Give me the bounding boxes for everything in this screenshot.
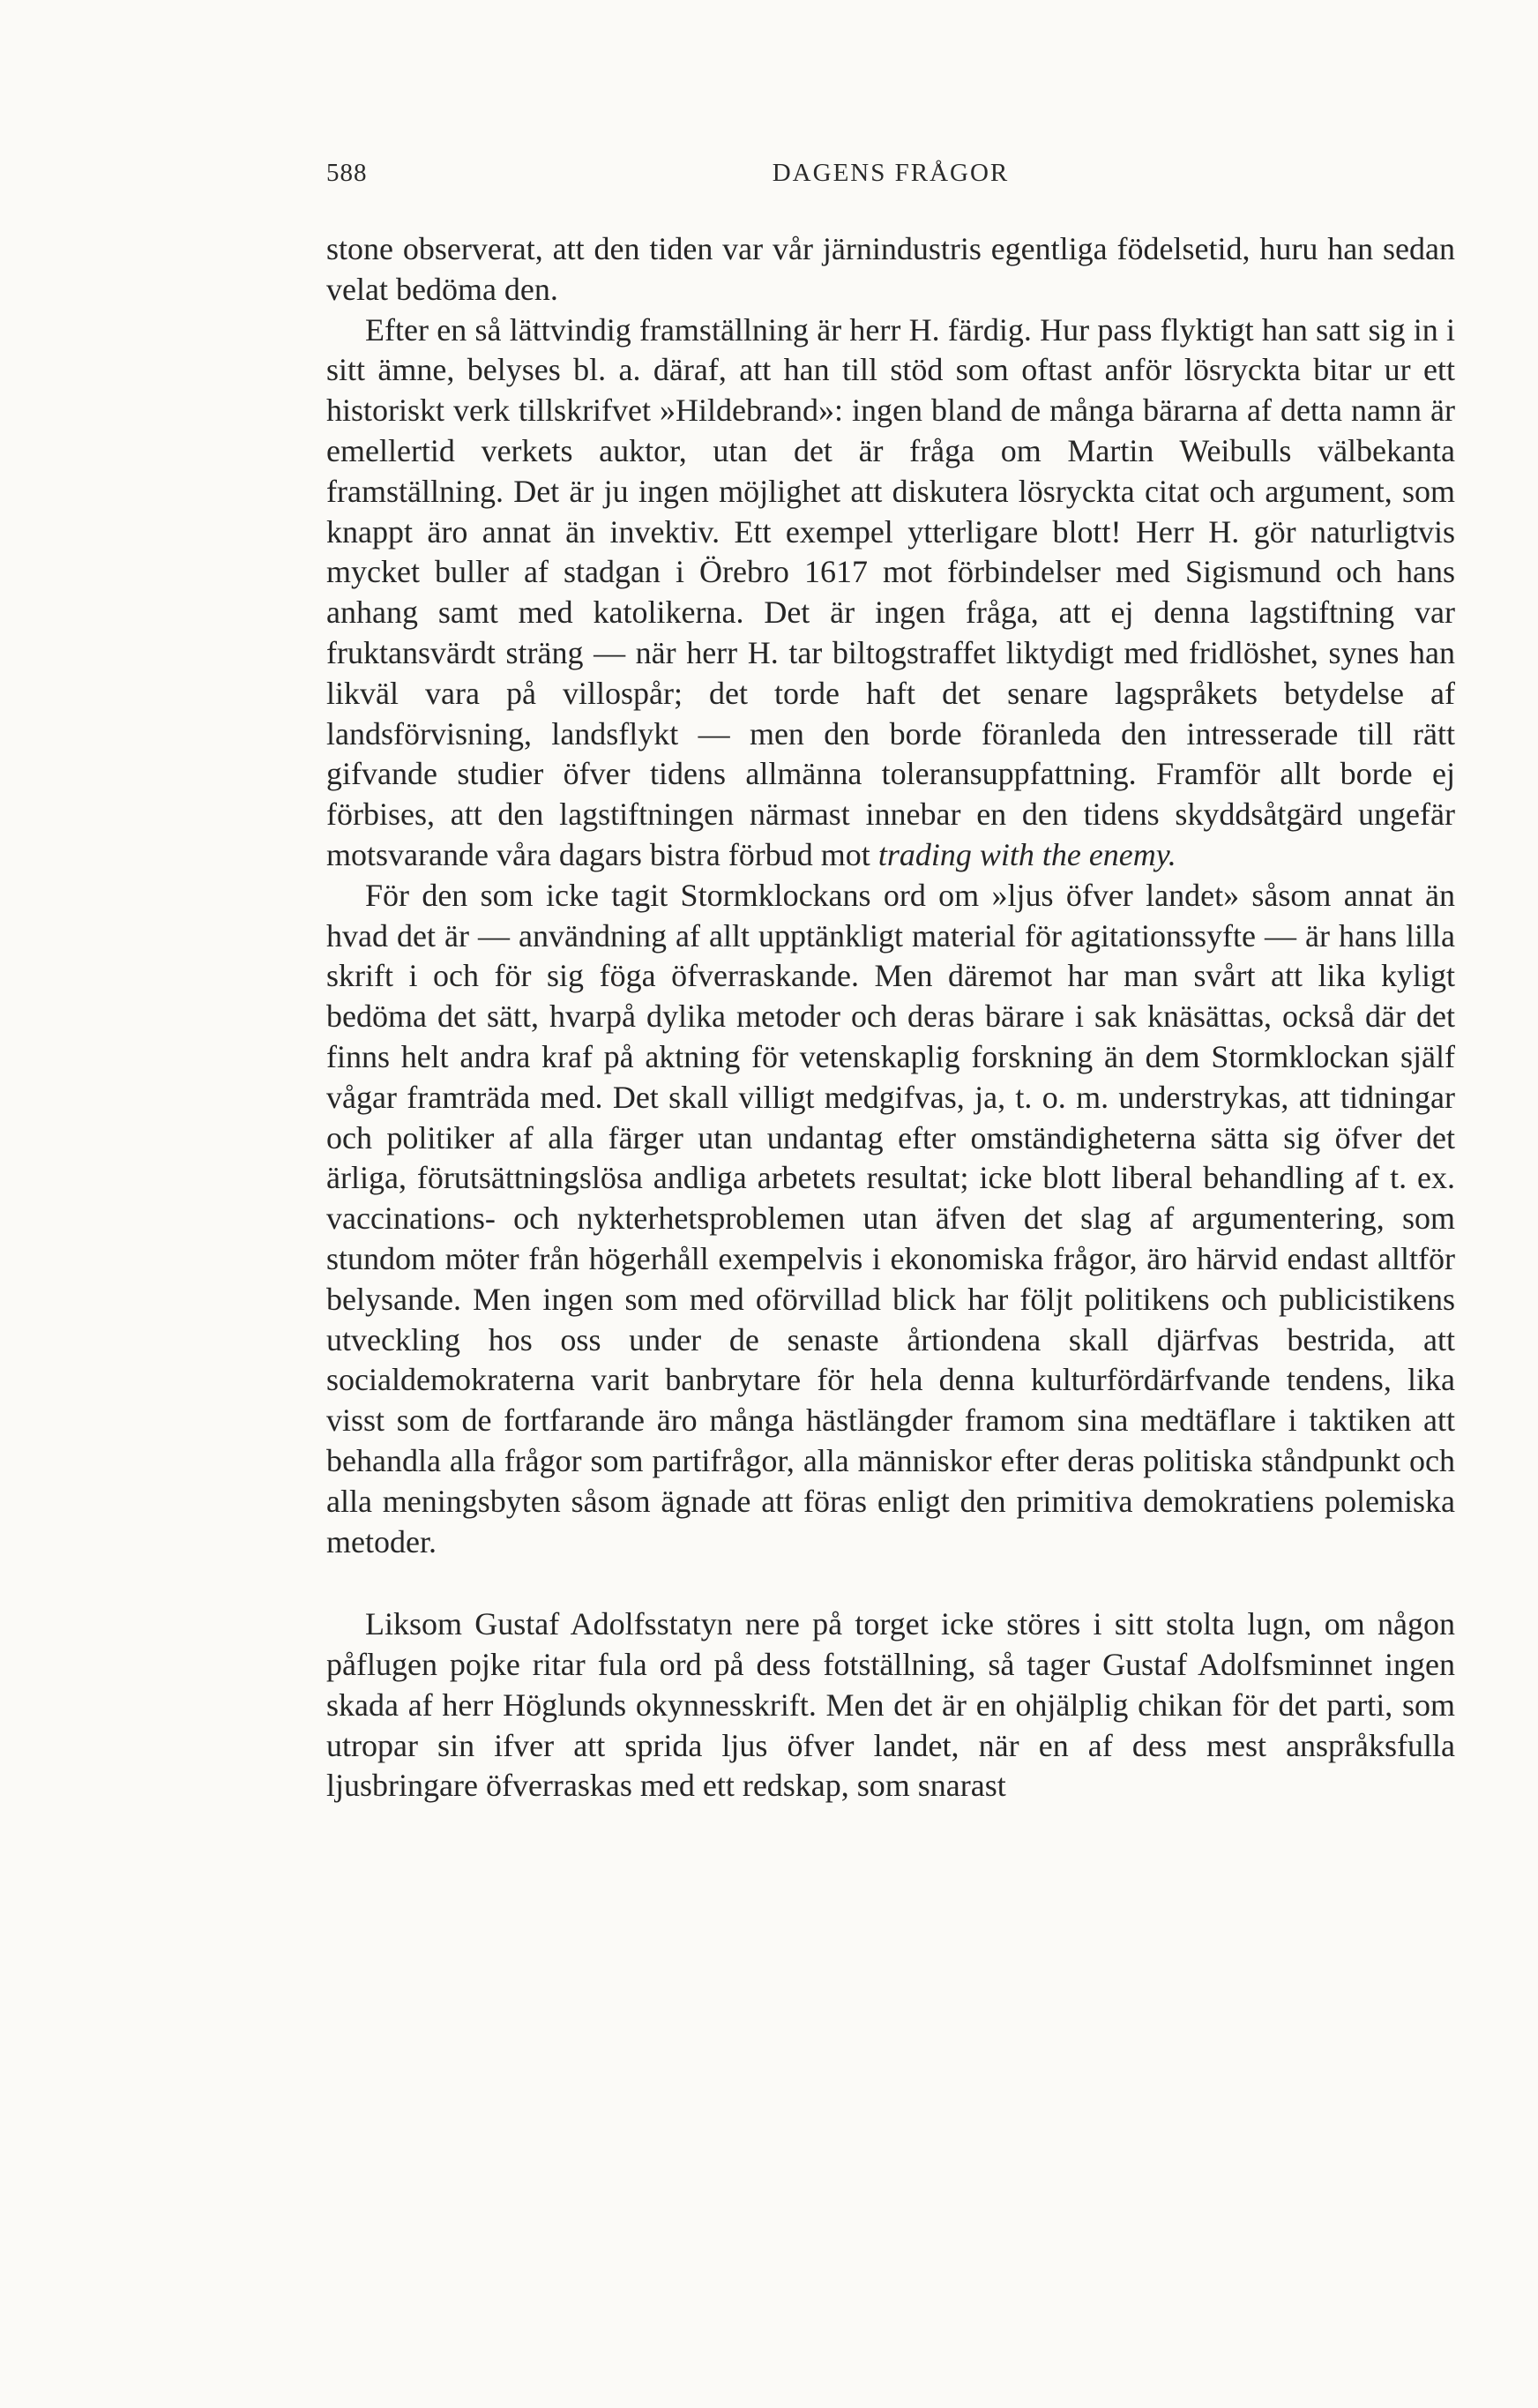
paragraph-hildebrand — [326, 310, 1455, 876]
running-head: DAGENS FRÅGOR — [772, 159, 1010, 187]
paragraph-gustaf-adolf: Liksom Gustaf Adolfsstatyn nere på torget icke störes i sitt stolta lugn, om någon påflugen pojke ritar fula ord på dess fotställning, så tager Gustaf Adolfsminnet ingen skada af herr Höglunds okynnesskrift. Men det är en ohjälplig chikan för det parti, som utropar sin ifver att sprida ljus öfver landet, när en af dess mest anspråksfulla ljusbringare öfverraskas med ett redskap, som snarast — [326, 1606, 1455, 1804]
body-text — [326, 229, 1455, 1806]
page-header — [326, 159, 1455, 212]
paragraph-text: Efter en så lättvindig framställning är herr H. färdig. Hur pass flyktigt han satt sig in i sitt ämne, belyses bl. a. däraf, att han till stöd som oftast anför lösryckta bitar ur ett historiskt verk tillskrifvet »Hildebrand»: ingen bland de många bärarna af detta namn är emellertid verkets auktor, utan det är fråga om Martin Weibulls välbekanta framställning. Det är ju ingen möjlighet att diskutera lösryckta citat och argument, som knappt äro annat än invektiv. Ett exempel ytterligare blott! Herr H. gör naturligtvis mycket buller af stadgan i Örebro 1617 mot förbindelser med Sigismund och hans anhang samt med katolikerna. Det är ingen fråga, att ej denna lagstiftning var fruktansvärdt sträng — när herr H. tar biltogstraffet liktydigt med fridlöshet, synes han likväl vara på villospår; det torde haft det senare lagspråkets betydelse af landsförvisning, landsflykt — men den borde föranleda den intresserade till rätt gifvande studier öfver tidens allmänna toleransuppfattning. Framför allt borde ej förbises, att den lagstiftningen närmast innebar en den tidens skyddsåtgärd ungefär motsvarande våra dagars bistra förbud mot — [326, 311, 1455, 872]
paragraph-continuation: stone observerat, att den tiden var vår järnindustris egentliga födelsetid, huru han sedan velat bedöma den. — [326, 231, 1455, 307]
paragraph-stormklockan: För den som icke tagit Stormklockans ord om »ljus öfver landet» såsom annat än hvad det är — användning af allt upptänkligt material för agitationssyfte — är hans lilla skrift i och för sig föga öfverraskande. Men däremot har man svårt att lika kyligt bedöma det sätt, hvarpå dylika metoder och deras bärare i sak knäsättas, också där det finns helt andra kraf på aktning för vetenskaplig forskning än dem Stormklockan själf vågar framträda med. Det skall villigt medgifvas, ja, t. o. m. understrykas, att tidningar och politiker af alla färger utan undantag efter omständigheterna sätta sig öfver det ärliga, förutsättningslösa andliga arbetets resultat; icke blott liberal behandling af t. ex. vaccinations- och nykterhetsproblemen utan äfven det slag af argumentering, som stundom möter från högerhåll exempelvis i ekonomiska frågor, äro härvid endast alltför belysande. Men ingen som med oförvillad blick har följt politikens och publicistikens utveckling hos oss under de senaste årtiondena skall djärfvas bestrida, att socialdemokraterna varit banbrytare för hela denna kulturfördärfvande tendens, lika visst som de fortfarande äro många hästlängder framom sina medtäflare i taktiken att behandla alla frågor som partifrågor, alla människor efter deras politiska ståndpunkt och alla meningsbyten såsom ägnade att föras enligt den primitiva demokratiens polemiska metoder. — [326, 877, 1455, 1559]
page-number: 588 — [326, 159, 368, 187]
italic-phrase: trading with the enemy. — [877, 836, 1176, 872]
